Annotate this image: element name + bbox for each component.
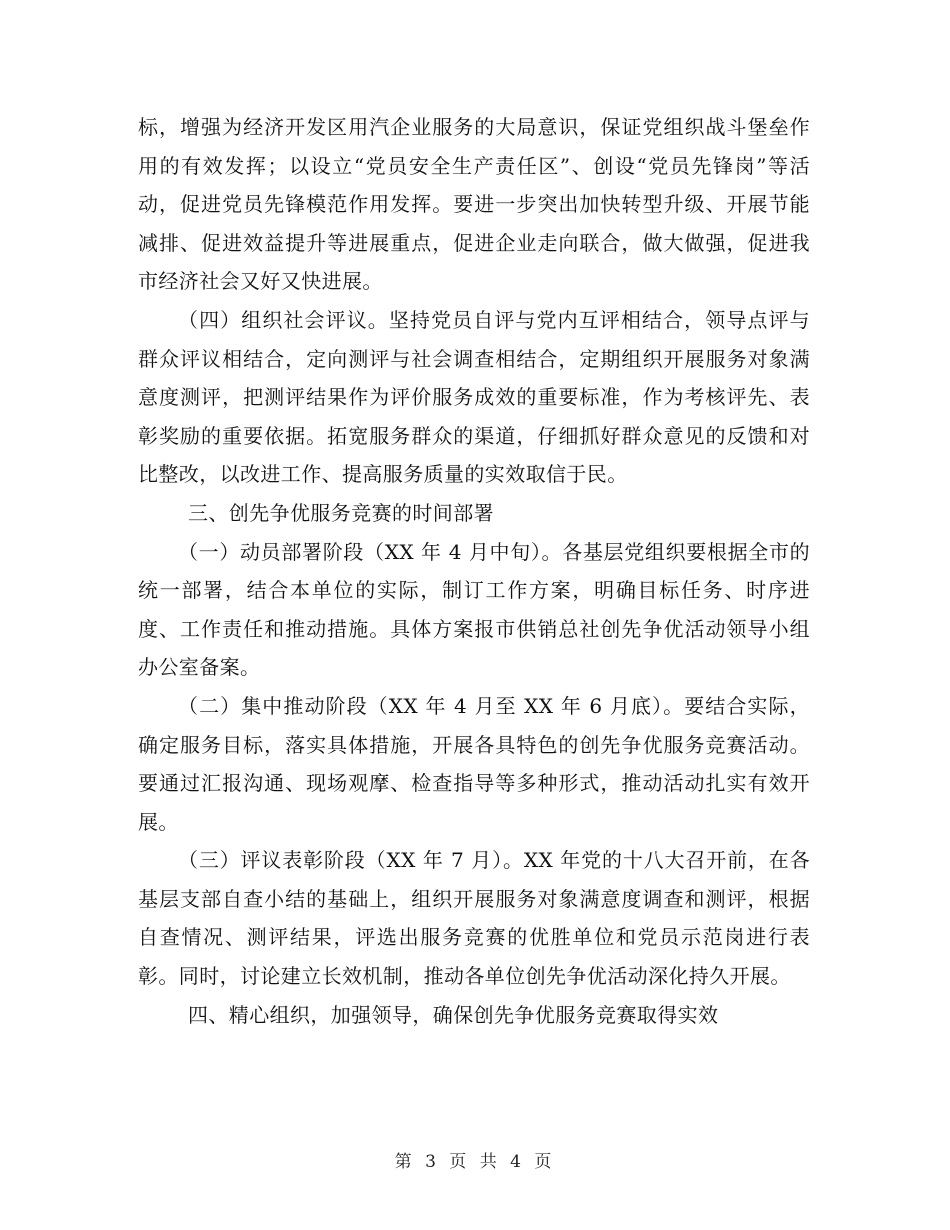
paragraph-promotion-stage: （二）集中推动阶段（XX 年 4 月至 XX 年 6 月底）。要结合实际，确定服务目标，落实具体措施，开展各具特色的创先争优服务竞赛活动。要通过汇报沟通、现场观摩、检查指导等多种形式，推动活动扎实有效开展。 [138,693,810,834]
section-heading-organization: 四、精心组织，加强领导，确保创先争优服务竞赛取得实效 [188,1002,719,1027]
paragraph-social-review: （四）组织社会评议。坚持党员自评与党内互评相结合，领导点评与群众评议相结合，定向测评与社会调查相结合，定期组织开展服务对象满意度测评，把测评结果作为评价服务成效的重要标准，作为考核评先、表彰奖励的重要依据。拓宽服务群众的渠道，仔细抓好群众意见的反馈和对比整改，以改进工作、提高服务质量的实效取信于民。 [138,307,810,487]
page-number-footer: 第 3 页 共 4 页 [394,1152,556,1172]
paragraph-mobilization-stage: （一）动员部署阶段（XX 年 4 月中旬）。各基层党组织要根据全市的统一部署，结合本单位的实际，制订工作方案，明确目标任务、时序进度、工作责任和推动措施。具体方案报市供销总社创先争优活动领导小组办公室备案。 [138,539,810,680]
document-body [138,108,810,1034]
paragraph-continuation: 标，增强为经济开发区用汽企业服务的大局意识，保证党组织战斗堡垒作用的有效发挥；以设立“党员安全生产责任区”、创设“党员先锋岗”等活动，促进党员先锋模范作用发挥。要进一步突出加快转型升级、开展节能减排、促进效益提升等进展重点，促进企业走向联合，做大做强，促进我市经济社会又好又快进展。 [138,115,810,294]
paragraph-review-stage: （三）评议表彰阶段（XX 年 7 月）。XX 年党的十八大召开前，在各基层支部自查小结的基础上，组织开展服务对象满意度调查和测评，根据自查情况、测评结果，评选出服务竞赛的优胜单位和党员示范岗进行表彰。同时，讨论建立长效机制，推动各单位创先争优活动深化持久开展。 [138,848,810,989]
section-heading-schedule: 三、创先争优服务竞赛的时间部署 [188,500,494,525]
